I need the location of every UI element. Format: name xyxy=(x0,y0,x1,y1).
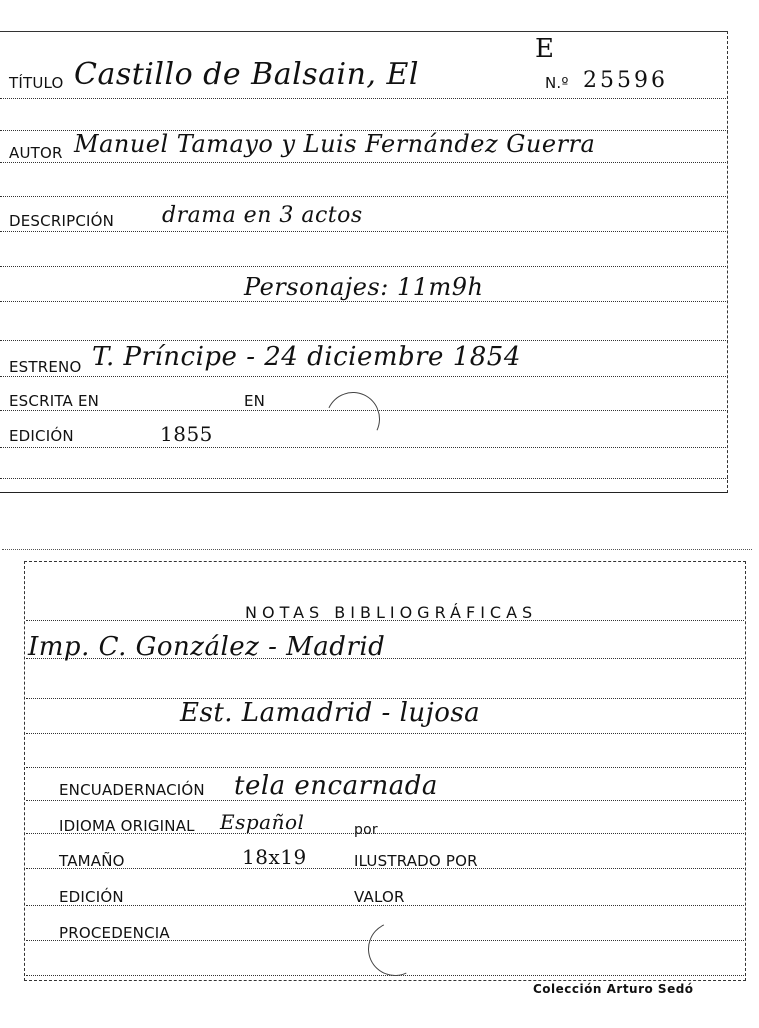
tamano-label: TAMAÑO xyxy=(59,852,125,870)
encuadernacion-label: ENCUADERNACIÓN xyxy=(59,781,205,799)
numero-label: N.º xyxy=(545,74,569,92)
letter-mark: E xyxy=(535,34,555,64)
rule-line xyxy=(0,98,728,99)
edicion-label: EDICIÓN xyxy=(9,427,74,445)
rule-line xyxy=(0,340,728,341)
autor-label: AUTOR xyxy=(9,144,63,162)
note-line-1: Imp. C. González - Madrid xyxy=(28,632,386,662)
en-label: EN xyxy=(244,392,266,410)
estreno-label: ESTRENO xyxy=(9,358,82,376)
valor-label: VALOR xyxy=(354,888,405,906)
rule-line xyxy=(26,767,744,768)
idioma-label: IDIOMA ORIGINAL xyxy=(59,817,195,835)
rule-line xyxy=(26,975,744,976)
collection-credit: Colección Arturo Sedó xyxy=(533,982,694,996)
encuadernacion-value: tela encarnada xyxy=(234,771,438,801)
estreno-value: T. Príncipe - 24 diciembre 1854 xyxy=(92,342,521,372)
por-label: por xyxy=(354,822,378,838)
ilustrado-label: ILUSTRADO POR xyxy=(354,852,478,870)
note-line-2: Est. Lamadrid - lujosa xyxy=(180,698,481,728)
autor-value: Manuel Tamayo y Luis Fernández Guerra xyxy=(74,130,596,158)
rule-line xyxy=(0,266,728,267)
notas-header: NOTAS BIBLIOGRÁFICAS xyxy=(245,603,538,622)
edicion-value: 1855 xyxy=(160,422,213,446)
rule-line xyxy=(26,620,744,621)
procedencia-label: PROCEDENCIA xyxy=(59,924,170,942)
rule-line xyxy=(0,162,728,163)
titulo-value: Castillo de Balsain, El xyxy=(74,57,419,92)
titulo-label: TÍTULO xyxy=(9,74,64,92)
tamano-value: 18x19 xyxy=(242,845,307,869)
idioma-value: Español xyxy=(220,810,305,834)
edicion-label-2: EDICIÓN xyxy=(59,888,124,906)
rule-line xyxy=(0,478,728,479)
rule-line xyxy=(0,231,728,232)
personajes-value: Personajes: 11m9h xyxy=(244,273,484,301)
descripcion-label: DESCRIPCIÓN xyxy=(9,212,115,230)
rule-line xyxy=(0,376,728,377)
numero-value: 25596 xyxy=(583,68,668,93)
rule-line xyxy=(0,301,728,302)
escrita-en-label: ESCRITA EN xyxy=(9,392,100,410)
rule-line xyxy=(0,447,728,448)
rule-line xyxy=(0,196,728,197)
rule-line xyxy=(26,733,744,734)
descripcion-value: drama en 3 actos xyxy=(162,203,363,228)
card-edge xyxy=(2,549,752,550)
